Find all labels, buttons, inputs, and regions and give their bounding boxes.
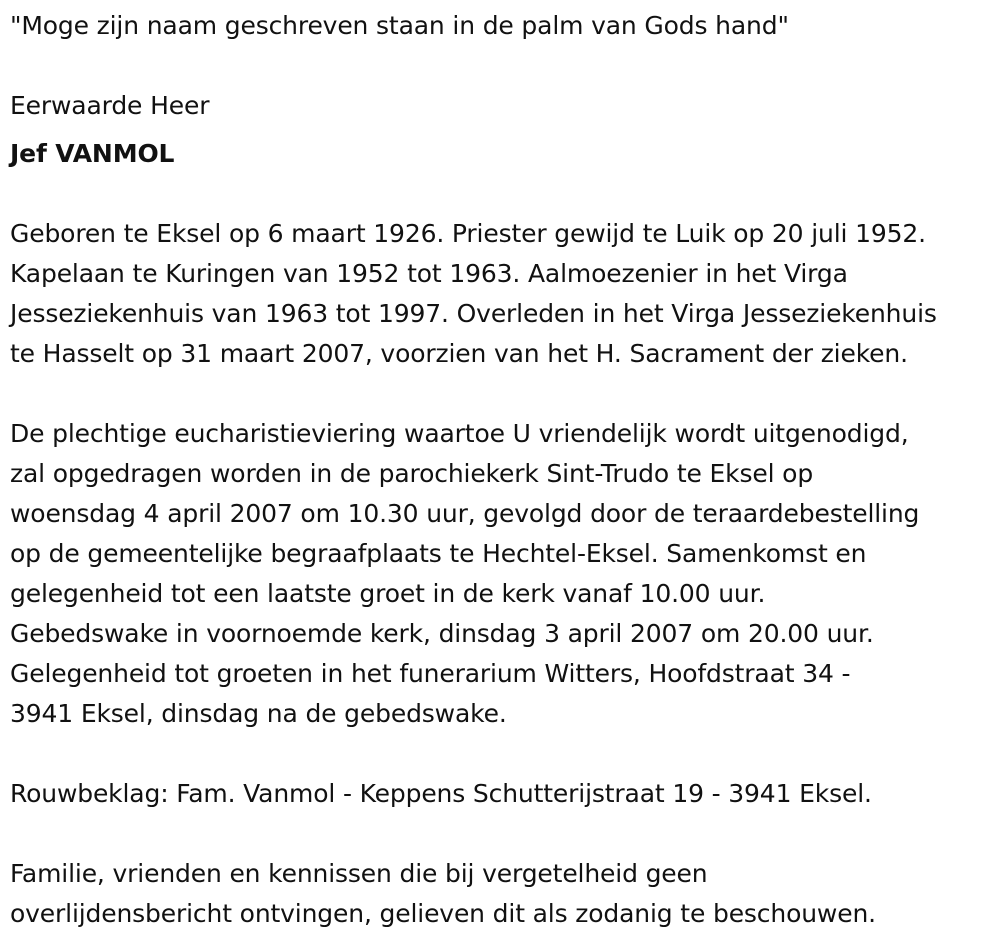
ceremony-line: woensdag 4 april 2007 om 10.30 uur, gevolgd door de teraardebestelling: [10, 499, 920, 528]
condolences-line: Rouwbeklag: Fam. Vanmol - Keppens Schutterijstraat 19 - 3941 Eksel.: [10, 779, 872, 808]
biography-line: te Hasselt op 31 maart 2007, voorzien van het H. Sacrament der zieken.: [10, 339, 908, 368]
closing-paragraph: [10, 854, 995, 934]
quote-line: "Moge zijn naam geschreven staan in de palm van Gods hand": [10, 11, 789, 40]
biography-paragraph: [10, 214, 995, 374]
spacer: [10, 374, 995, 414]
spacer: [10, 734, 995, 774]
ceremony-line: Gelegenheid tot groeten in het funerarium Witters, Hoofdstraat 34 -: [10, 659, 851, 688]
obituary-notice: [10, 0, 995, 934]
ceremony-line: op de gemeentelijke begraafplaats te Hechtel-Eksel. Samenkomst en: [10, 539, 867, 568]
spacer: [10, 174, 995, 214]
ceremony-line: zal opgedragen worden in de parochiekerk Sint-Trudo te Eksel op: [10, 459, 814, 488]
closing-line: Familie, vrienden en kennissen die bij vergetelheid geen: [10, 859, 708, 888]
ceremony-line: Gebedswake in voornoemde kerk, dinsdag 3 april 2007 om 20.00 uur.: [10, 619, 874, 648]
closing-line: overlijdensbericht ontvingen, gelieven dit als zodanig te beschouwen.: [10, 899, 876, 928]
spacer: [10, 46, 995, 86]
ceremony-line: 3941 Eksel, dinsdag na de gebedswake.: [10, 699, 507, 728]
deceased-name: Jef VANMOL: [10, 139, 175, 168]
biography-line: Geboren te Eksel op 6 maart 1926. Priester gewijd te Luik op 20 juli 1952.: [10, 219, 926, 248]
honorific-title: Eerwaarde Heer: [10, 91, 210, 120]
ceremony-line: gelegenheid tot een laatste groet in de kerk vanaf 10.00 uur.: [10, 579, 766, 608]
spacer: [10, 814, 995, 854]
ceremony-line: De plechtige eucharistieviering waartoe U vriendelijk wordt uitgenodigd,: [10, 419, 909, 448]
biography-line: Jesseziekenhuis van 1963 tot 1997. Overleden in het Virga Jesseziekenhuis: [10, 299, 937, 328]
biography-line: Kapelaan te Kuringen van 1952 tot 1963. Aalmoezenier in het Virga: [10, 259, 848, 288]
ceremony-paragraph: [10, 414, 995, 734]
